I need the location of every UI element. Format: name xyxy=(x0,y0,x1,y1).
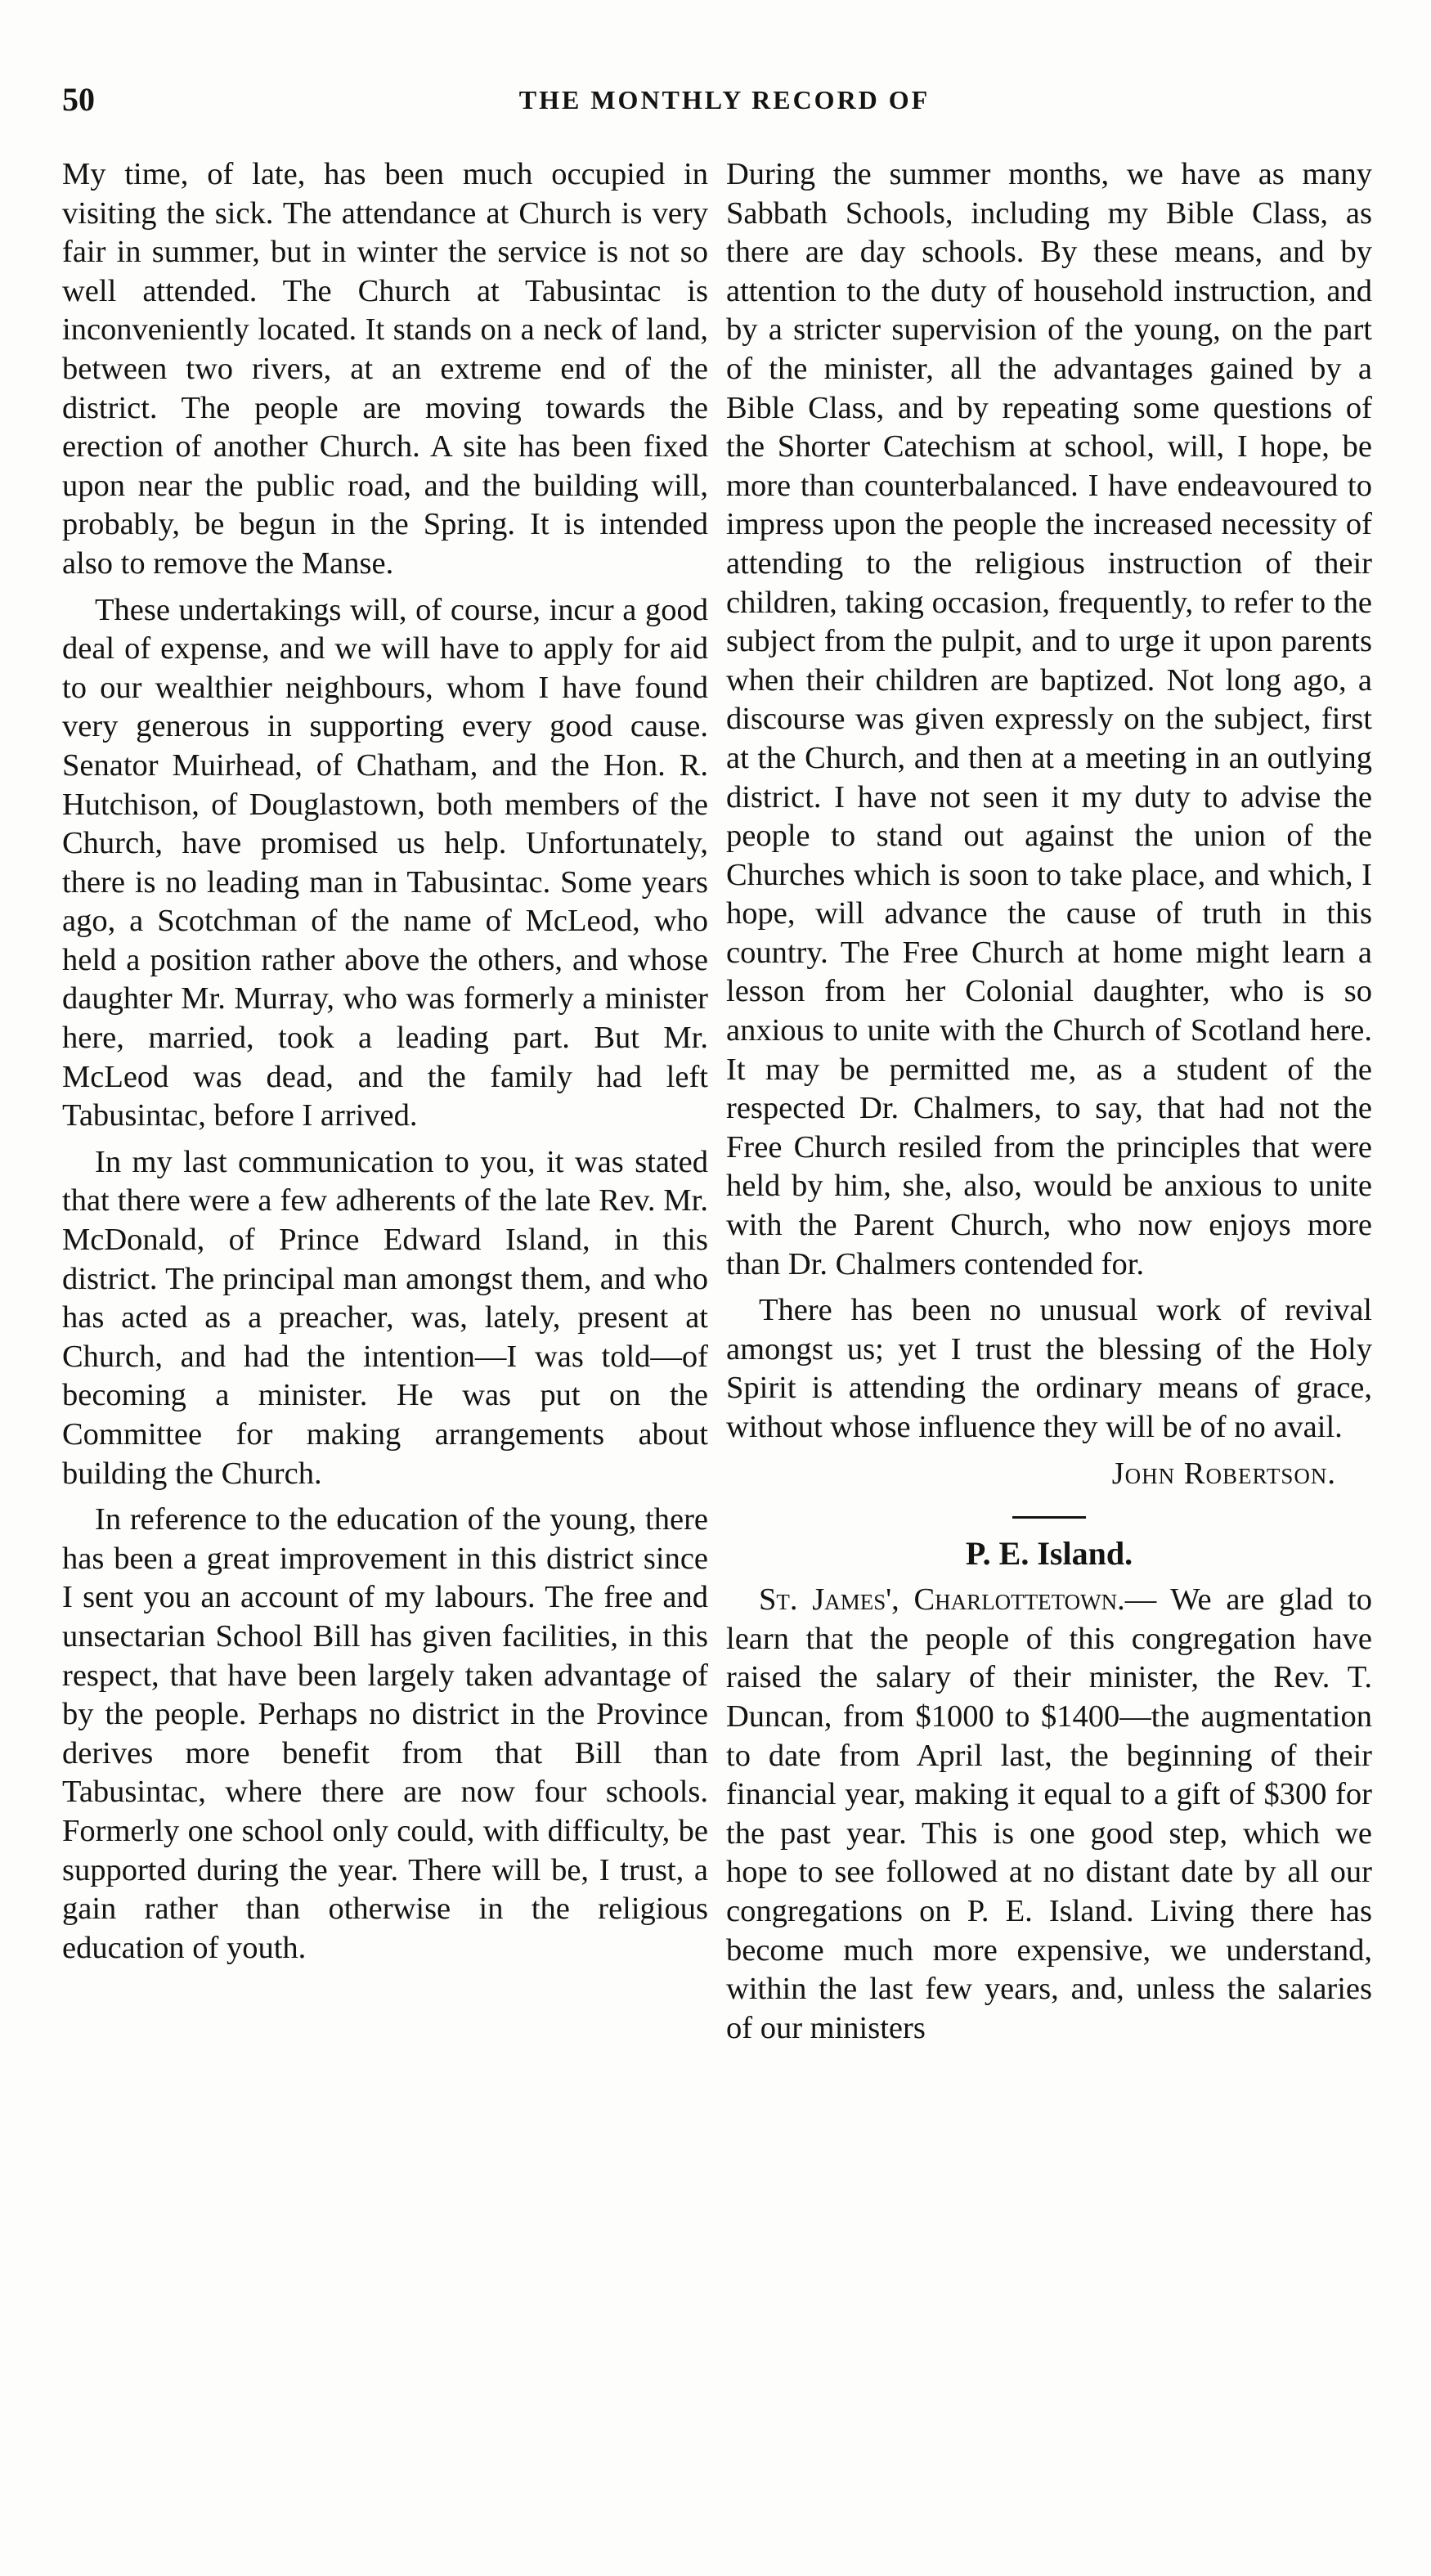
page-number: 50 xyxy=(62,81,95,118)
paragraph-undertakings: These undertakings will, of course, incur a good deal of expense, and we will have to apply for aid to our wealthier neighbours, whom I have found very generous in supporting every good cause. Senator Muirhead, of Chatham, and the Hon. R. Hutchison, of Douglastown, both members of the Church, have promised us help. Unfortunately, there is no leading man in Tabusintac. Some years ago, a Scotchman of the name of McLeod, who held a position rather above the others, and whose daughter Mr. Murray, who was formerly a minister here, married, took a leading part. But Mr. McLeod was dead, and the family had left Tabusintac, before I arrived. xyxy=(62,592,708,1133)
signature: John Robertson. xyxy=(1111,1456,1336,1491)
section-heading: P. E. Island. xyxy=(965,1535,1133,1573)
running-title: THE MONTHLY RECORD OF xyxy=(518,85,931,114)
paragraph-lead-in: St. James', Charlottetown.— xyxy=(759,1582,1157,1618)
paragraph-revival: There has been no unusual work of revival amongst us; yet I trust the blessing of the Holy Spirit is attending the ordinary means of grace, without whose influence they will be of no avail. xyxy=(726,1293,1372,1444)
section-divider xyxy=(1012,1516,1086,1519)
paragraph-visiting-sick: My time, of late, has been much occupied in visiting the sick. The attendance at Church is very fair in summer, but in winter the service is not so well attended. The Church at Tabusintac is inconveniently located. It stands on a neck of land, between two rivers, at an extreme end of the district. The people are moving towards the erection of another Church. A site has been fixed upon near the public road, and the building will, probably, be begun in the Spring. It is intended also to remove the Manse. xyxy=(62,157,708,581)
page-header xyxy=(62,75,1387,124)
left-column xyxy=(62,155,708,1975)
right-column xyxy=(726,155,1372,2055)
paragraph-st-james-body: We are glad to learn that the people of this congregation have raised the salary of their minister, the Rev. T. Duncan, from $1000 to $1400—the augmentation to date from April last, the beginning of their financial year, making it equal to a gift of $300 for the past year. This is one good step, which we hope to see followed at no distant date by all our congregations on P. E. Island. Living there has become much more expensive, we understand, within the last few years, and, unless the salaries of our ministers xyxy=(726,1582,1372,2045)
paragraph-st-james xyxy=(726,1581,1372,2048)
paragraph-last-communication: In my last communication to you, it was stated that there were a few adherents of the late Rev. Mr. McDonald, of Prince Edward Island, in this district. The principal man amongst them, and who has acted as a preacher, was, lately, present at Church, and had the intention—I was told—of becoming a minister. He was put on the Committee for making arrangements about building the Church. xyxy=(62,1144,708,1491)
paragraph-education: In reference to the education of the young, there has been a great improvement in this district since I sent you an account of my labours. The free and unsectarian School Bill has given facilities, in this respect, that have been largely taken advantage of by the people. Perhaps no district in the Province derives more benefit from that Bill than Tabusintac, where there are now four schools. Formerly one school only could, with difficulty, be supported during the year. There will be, I trust, a gain rather than otherwise in the religious education of youth. xyxy=(62,1502,708,1965)
paragraph-sabbath-schools: During the summer months, we have as many Sabbath Schools, including my Bible Class, as there are day schools. By these means, and by attention to the duty of household instruction, and by a stricter supervision of the young, on the part of the minister, all the advantages gained by a Bible Class, and by repeating some questions of the Shorter Catechism at school, will, I hope, be more than counterbalanced. I have endeavoured to impress upon the people the increased necessity of attending to the religious instruction of their children, taking occasion, frequently, to refer to the subject from the pulpit, and to urge it upon parents when their children are baptized. Not long ago, a discourse was given expressly on the subject, first at the Church, and then at a meeting in an outlying district. I have not seen it my duty to advise the people to stand out against the union of the Churches which is soon to take place, and which, I hope, will advance the cause of truth in this country. The Free Church at home might learn a lesson from her Colonial daughter, who is so anxious to unite with the Church of Scotland here. It may be permitted me, as a student of the respected Dr. Chalmers, to say, that had not the Free Church resiled from the principles that were held by him, she, also, would be anxious to unite with the Parent Church, who now enjoys more than Dr. Chalmers contended for. xyxy=(726,157,1372,1281)
